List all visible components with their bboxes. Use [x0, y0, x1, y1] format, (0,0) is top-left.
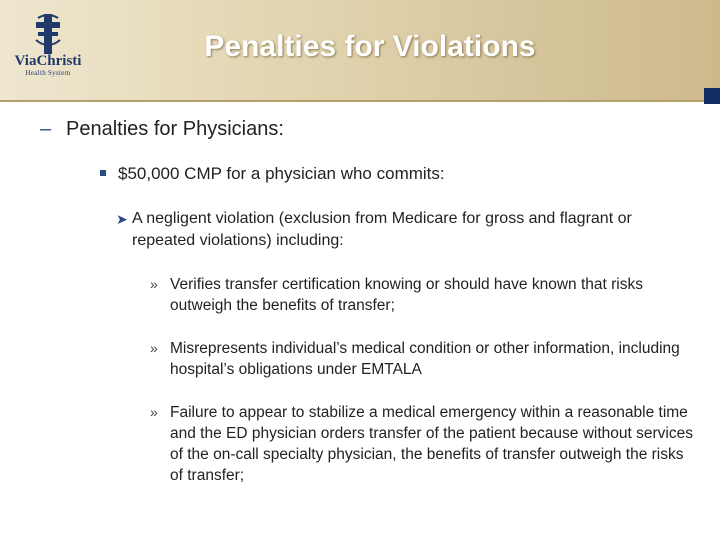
bullet-level3-text: A negligent violation (exclusion from Medicare for gross and flagrant or repeated violations) including:	[132, 210, 632, 249]
bullet-level4	[150, 338, 700, 380]
square-bullet-icon	[100, 170, 106, 176]
raquo-bullet-icon: »	[150, 404, 158, 420]
bullet-level4	[150, 402, 700, 486]
bullet-level1-text: Penalties for Physicians:	[66, 118, 284, 140]
bullet-level4-text: Misrepresents individual’s medical condition or other information, including hospital’s obligations under EMTALA	[170, 340, 680, 378]
cross-icon	[8, 10, 88, 56]
bullet-level3	[116, 208, 696, 252]
bullet-level4	[150, 274, 700, 316]
raquo-bullet-icon: »	[150, 340, 158, 356]
raquo-bullet-icon: »	[150, 276, 158, 292]
bullet-level1	[40, 118, 284, 141]
logo-name: ViaChristi	[14, 53, 82, 69]
slide-title: Penalties for Violations	[204, 30, 536, 63]
logo-subtitle: Health System	[25, 69, 71, 77]
dash-bullet-icon: –	[40, 118, 52, 140]
slide-header	[0, 0, 720, 100]
bullet-level2-text: $50,000 CMP for a physician who commits:	[118, 164, 445, 183]
bullet-level4-text: Failure to appear to stabilize a medical emergency within a reasonable time and the ED physician orders transfer of the patient because without services of the on-call specialty physician, the benefits of transfer outweigh the risks of transfer;	[170, 404, 693, 484]
header-divider	[0, 100, 720, 102]
arrow-bullet-icon: ➤	[116, 211, 128, 227]
bullet-level4-text: Verifies transfer certification knowing or should have known that risks outweigh the benefits of transfer;	[170, 276, 643, 314]
bullet-level2	[100, 164, 445, 184]
corner-accent	[704, 88, 720, 104]
via-christi-logo	[8, 10, 88, 80]
